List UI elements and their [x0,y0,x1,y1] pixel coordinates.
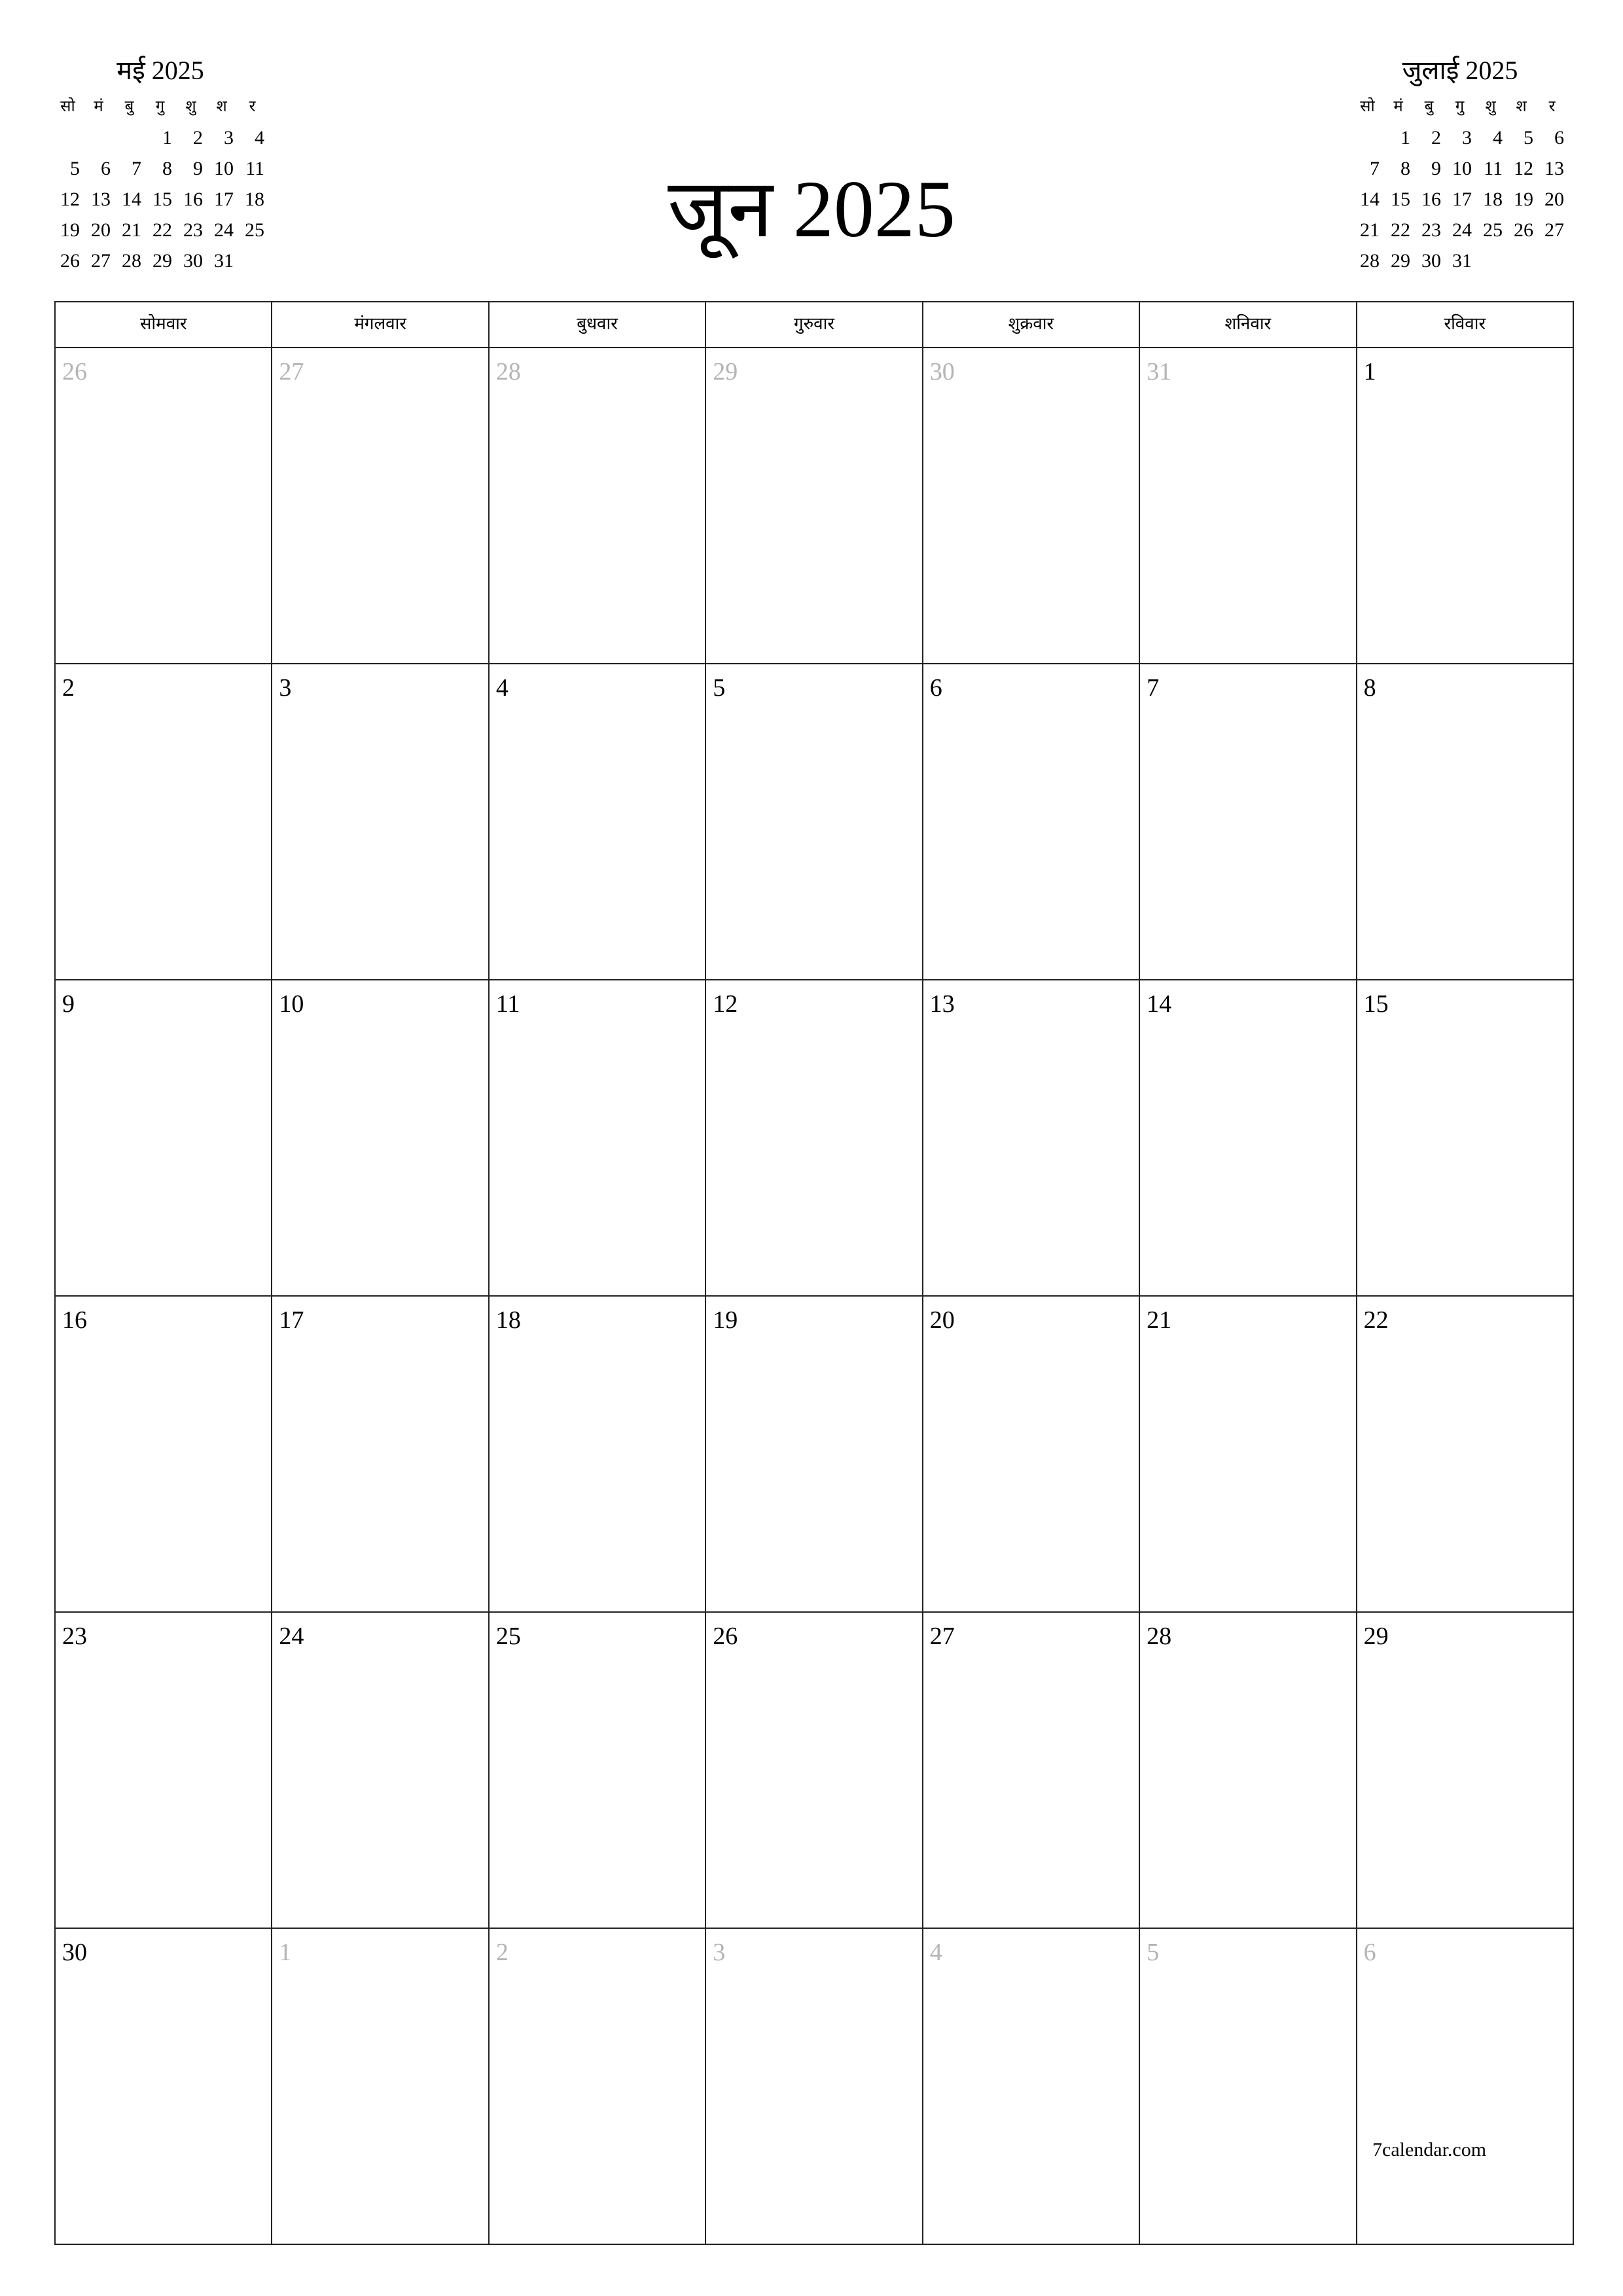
day-cell[interactable] [56,1297,272,1613]
day-cell[interactable] [490,1929,706,2245]
weekday-header: बुधवार [490,302,706,348]
day-cell[interactable] [56,1929,272,2245]
mini-weekday-label: श [1516,98,1527,115]
day-number: 6 [1363,1939,1376,1966]
day-number: 24 [279,1623,304,1650]
page-title: जून 2025 [668,164,955,254]
day-number: 29 [1363,1623,1389,1650]
day-cell[interactable] [272,664,489,980]
mini-day: 2 [193,127,203,149]
mini-day: 16 [183,188,203,210]
weekday-header: रविवार [1357,302,1574,348]
day-number: 28 [1147,1623,1172,1650]
mini-day: 24 [1452,219,1472,241]
mini-weekday-label: सो [1360,98,1375,115]
day-cell[interactable] [923,348,1140,664]
day-number: 28 [495,358,521,386]
day-number: 1 [1363,358,1376,386]
day-number: 30 [62,1939,87,1966]
mini-day [52,122,83,153]
day-cell[interactable] [1140,664,1357,980]
mini-weekday-label: बु [124,98,134,115]
day-number: 25 [495,1623,521,1650]
mini-day: 10 [1452,158,1472,179]
mini-day: 12 [60,188,80,210]
mini-day: 30 [1421,250,1441,272]
mini-day: 12 [1514,158,1533,179]
mini-day: 5 [1524,127,1533,149]
day-cell[interactable] [272,980,489,1297]
day-cell[interactable] [706,1929,923,2245]
day-cell[interactable] [272,348,489,664]
day-number: 15 [1363,990,1389,1018]
mini-day: 11 [245,158,264,179]
day-number: 3 [713,1939,726,1966]
day-number: 13 [929,990,955,1018]
mini-day: 10 [214,158,234,179]
day-number: 2 [495,1939,508,1966]
mini-weekday-label: मं [94,98,103,115]
mini-day [114,122,145,153]
day-cell[interactable] [490,980,706,1297]
day-number: 8 [1363,674,1376,702]
day-cell[interactable] [706,1297,923,1613]
mini-day: 23 [183,219,203,241]
day-cell[interactable] [1357,1929,1574,2245]
day-cell[interactable] [1357,1297,1574,1613]
mini-day: 26 [1514,219,1533,241]
mini-day: 21 [122,219,141,241]
mini-day: 27 [1544,219,1564,241]
day-cell[interactable] [1357,980,1574,1297]
mini-day: 7 [132,158,141,179]
mini-day: 1 [162,127,172,149]
day-cell[interactable] [56,348,272,664]
mini-calendar-title: मई 2025 [116,56,204,85]
weekday-header: सोमवार [56,302,272,348]
day-number: 31 [1147,358,1172,386]
mini-day: 18 [1483,188,1503,210]
day-cell[interactable] [56,980,272,1297]
mini-day: 6 [101,158,111,179]
mini-day: 3 [1462,127,1472,149]
day-number: 7 [1147,674,1160,702]
mini-day: 15 [152,188,172,210]
day-cell[interactable] [923,1297,1140,1613]
day-number: 5 [713,674,726,702]
mini-day: 4 [1493,127,1503,149]
footer-credit: 7calendar.com [1372,2139,1487,2161]
day-cell[interactable] [490,664,706,980]
mini-day: 17 [1452,188,1472,210]
mini-day: 31 [1452,250,1472,272]
day-cell[interactable] [1357,664,1574,980]
day-cell[interactable] [923,664,1140,980]
mini-day [83,122,114,153]
day-number: 17 [279,1306,304,1334]
mini-day: 14 [122,188,141,210]
day-number: 9 [62,990,75,1018]
mini-weekday-label: मं [1393,98,1403,115]
day-cell[interactable] [923,1613,1140,1929]
weekday-header: शनिवार [1140,302,1357,348]
day-cell[interactable] [1140,1613,1357,1929]
mini-day: 31 [214,250,234,272]
mini-day [1352,122,1383,153]
day-cell[interactable] [272,1613,489,1929]
day-number: 3 [279,674,292,702]
day-number: 1 [279,1939,292,1966]
day-cell[interactable] [490,1613,706,1929]
mini-weekday-label: शु [1485,98,1496,115]
day-number: 19 [713,1306,738,1334]
day-cell[interactable] [706,348,923,664]
weekday-header: मंगलवार [272,302,489,348]
day-cell[interactable] [706,1613,923,1929]
mini-day: 14 [1360,188,1380,210]
mini-day: 30 [183,250,203,272]
day-number: 27 [279,358,304,386]
day-cell[interactable] [706,980,923,1297]
mini-day: 19 [1514,188,1533,210]
mini-day: 22 [152,219,172,241]
day-number: 29 [713,358,738,386]
mini-day: 28 [1360,250,1380,272]
weekday-header: गुरुवार [706,302,923,348]
mini-day: 29 [1391,250,1410,272]
day-cell[interactable] [706,664,923,980]
mini-day: 24 [214,219,234,241]
day-number: 2 [62,674,75,702]
day-cell[interactable] [1357,1613,1574,1929]
mini-day: 7 [1370,158,1380,179]
day-cell[interactable] [1140,980,1357,1297]
mini-day: 16 [1421,188,1441,210]
mini-day: 8 [1400,158,1410,179]
mini-day: 9 [1431,158,1441,179]
mini-weekday-label: बु [1424,98,1434,115]
mini-weekday-label: र [1548,98,1556,115]
mini-day: 17 [214,188,234,210]
day-number: 14 [1147,990,1172,1018]
mini-day: 23 [1421,219,1441,241]
mini-calendar-title: जुलाई 2025 [1402,56,1518,85]
mini-day: 2 [1431,127,1441,149]
day-number: 16 [62,1306,87,1334]
month-calendar-grid [54,301,1574,2245]
mini-weekday-label: श [216,98,227,115]
mini-day: 27 [91,250,111,272]
day-cell[interactable] [272,1297,489,1613]
mini-day [1475,245,1506,276]
mini-day [1506,245,1537,276]
day-number: 6 [929,674,942,702]
day-cell[interactable] [272,1929,489,2245]
day-number: 26 [713,1623,738,1650]
day-number: 11 [495,990,520,1018]
mini-day: 15 [1391,188,1410,210]
mini-day: 6 [1554,127,1564,149]
day-number: 10 [279,990,304,1018]
day-number: 23 [62,1623,87,1650]
day-number: 21 [1147,1306,1172,1334]
day-cell[interactable] [56,664,272,980]
mini-weekday-label: गु [1455,98,1465,115]
day-cell[interactable] [1140,348,1357,664]
mini-day: 20 [1544,188,1564,210]
mini-day: 19 [60,219,80,241]
mini-day: 28 [122,250,141,272]
day-cell[interactable] [490,1297,706,1613]
mini-day: 13 [1544,158,1564,179]
day-cell[interactable] [1140,1929,1357,2245]
mini-weekday-label: सो [60,98,75,115]
mini-day: 4 [255,127,264,149]
mini-day: 29 [152,250,172,272]
mini-day: 9 [193,158,203,179]
mini-weekday-label: र [249,98,256,115]
day-number: 4 [929,1939,942,1966]
mini-day: 1 [1400,127,1410,149]
day-cell[interactable] [56,1613,272,1929]
mini-day [1537,245,1567,276]
mini-weekday-label: शु [185,98,196,115]
mini-day: 25 [1483,219,1503,241]
mini-day: 13 [91,188,111,210]
day-number: 18 [495,1306,521,1334]
weekday-header: शुक्रवार [923,302,1140,348]
mini-calendar-grid [1352,92,1568,276]
mini-day: 22 [1391,219,1410,241]
day-number: 26 [62,358,87,386]
mini-day: 25 [245,219,264,241]
mini-day: 26 [60,250,80,272]
day-cell[interactable] [923,980,1140,1297]
day-cell[interactable] [1140,1297,1357,1613]
mini-calendar-next-month [1352,52,1568,276]
day-number: 12 [713,990,738,1018]
day-number: 5 [1147,1939,1160,1966]
day-number: 22 [1363,1306,1389,1334]
mini-day: 5 [70,158,80,179]
mini-day: 21 [1360,219,1380,241]
mini-day: 3 [224,127,234,149]
day-cell[interactable] [490,348,706,664]
mini-day: 18 [245,188,264,210]
mini-day: 20 [91,219,111,241]
mini-day: 11 [1484,158,1503,179]
day-number: 27 [929,1623,955,1650]
mini-day: 8 [162,158,172,179]
mini-weekday-label: गु [155,98,165,115]
day-number: 30 [929,358,955,386]
day-number: 4 [495,674,508,702]
day-cell[interactable] [1357,348,1574,664]
day-number: 20 [929,1306,955,1334]
day-cell[interactable] [923,1929,1140,2245]
